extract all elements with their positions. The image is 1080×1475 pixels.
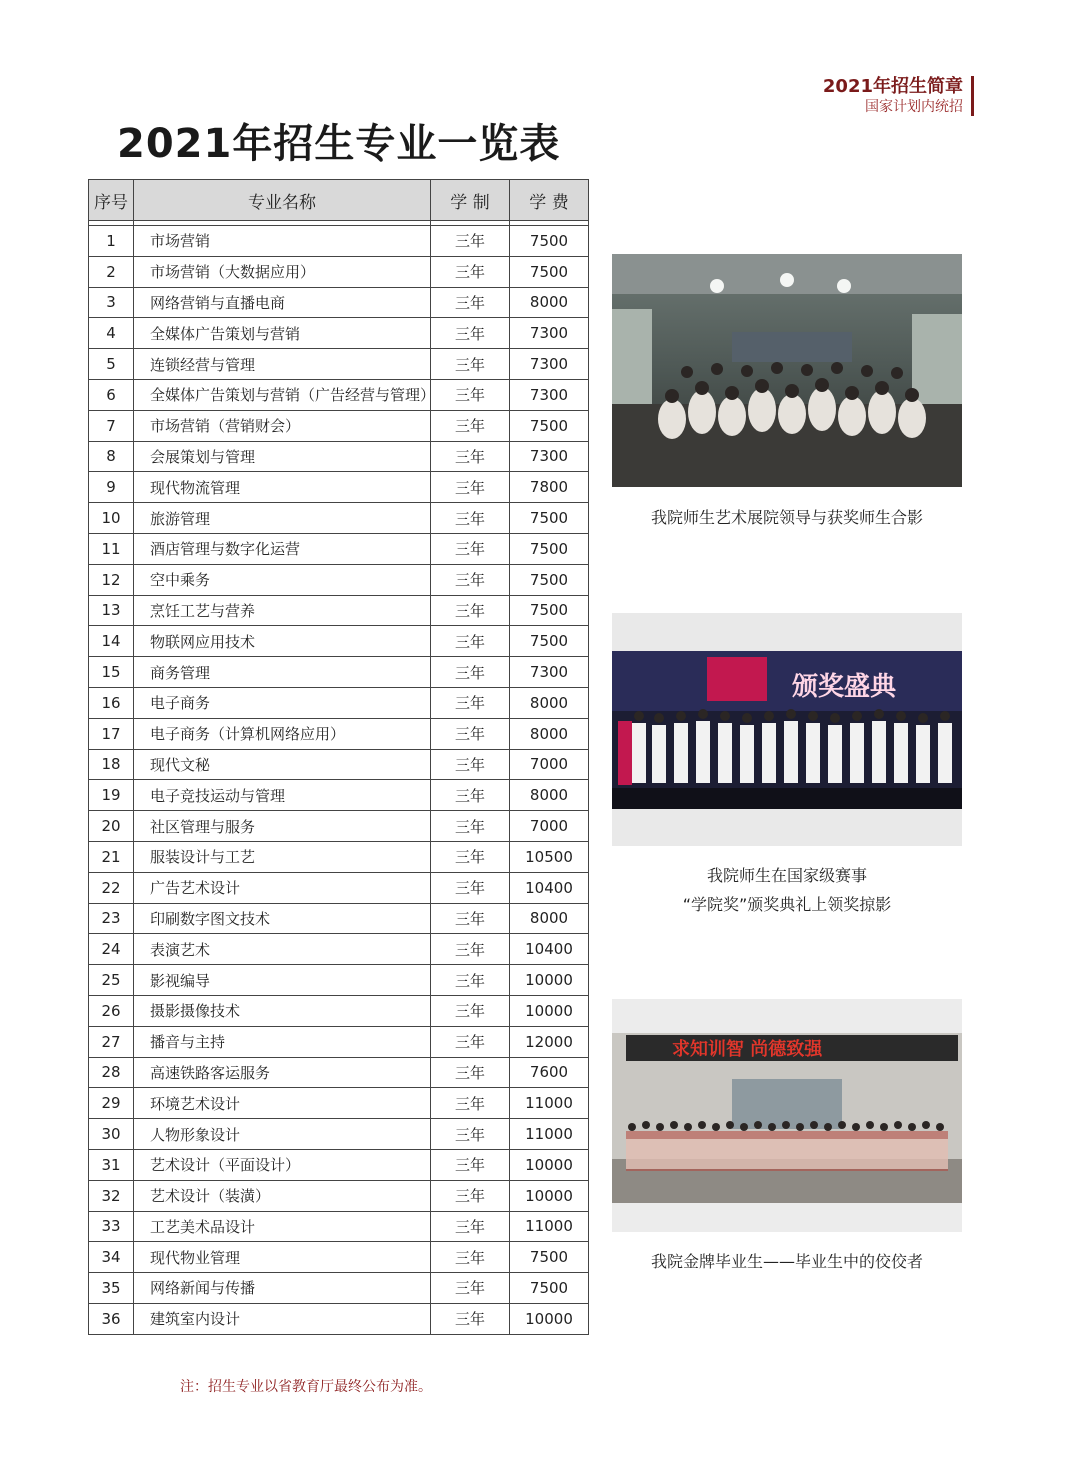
major-name: 社区管理与服务 — [134, 811, 431, 842]
major-name: 市场营销 — [134, 226, 431, 257]
major-name: 现代物业管理 — [134, 1242, 431, 1273]
photo-art-exhibition — [612, 254, 962, 487]
major-name: 旅游管理 — [134, 503, 431, 534]
table-row — [89, 226, 589, 257]
row-number: 4 — [89, 318, 134, 349]
major-name: 广告艺术设计 — [134, 872, 431, 903]
duration: 三年 — [431, 872, 510, 903]
table-row — [89, 934, 589, 965]
major-name: 人物形象设计 — [134, 1119, 431, 1150]
row-number: 15 — [89, 657, 134, 688]
row-number: 33 — [89, 1211, 134, 1242]
caption-line: 我院师生在国家级赛事 — [706, 866, 867, 885]
row-number: 22 — [89, 872, 134, 903]
duration: 三年 — [431, 841, 510, 872]
table-row — [89, 1026, 589, 1057]
row-number: 36 — [89, 1303, 134, 1334]
table-row — [89, 503, 589, 534]
tuition: 10000 — [510, 1303, 589, 1334]
major-name: 高速铁路客运服务 — [134, 1057, 431, 1088]
row-number: 9 — [89, 472, 134, 503]
major-name: 电子竞技运动与管理 — [134, 780, 431, 811]
tuition: 7000 — [510, 749, 589, 780]
duration: 三年 — [431, 780, 510, 811]
stage-banner-text: 颁奖盛典 — [792, 672, 897, 702]
major-name: 商务管理 — [134, 657, 431, 688]
row-number: 6 — [89, 379, 134, 410]
tuition: 7300 — [510, 379, 589, 410]
tuition: 10000 — [510, 1149, 589, 1180]
duration: 三年 — [431, 657, 510, 688]
caption-line: 我院师生艺术展院领导与获奖师生合影 — [650, 508, 923, 527]
major-name: 现代物流管理 — [134, 472, 431, 503]
tuition: 7800 — [510, 472, 589, 503]
brand-subtitle: 国家计划内统招 — [865, 99, 963, 115]
tuition: 7300 — [510, 349, 589, 380]
tuition: 7500 — [510, 1242, 589, 1273]
table-row — [89, 472, 589, 503]
tuition: 8000 — [510, 718, 589, 749]
row-number: 32 — [89, 1180, 134, 1211]
major-name: 影视编导 — [134, 965, 431, 996]
table-row — [89, 1273, 589, 1304]
duration: 三年 — [431, 934, 510, 965]
tuition: 7500 — [510, 256, 589, 287]
tuition: 11000 — [510, 1088, 589, 1119]
table-row — [89, 256, 589, 287]
table-row — [89, 780, 589, 811]
row-number: 21 — [89, 841, 134, 872]
table-row — [89, 1149, 589, 1180]
table-row — [89, 903, 589, 934]
row-number: 10 — [89, 503, 134, 534]
tuition: 7500 — [510, 226, 589, 257]
table-row — [89, 626, 589, 657]
footnote: 注：招生专业以省教育厅最终公布为准。 — [180, 1379, 432, 1395]
photo-caption-2 — [612, 861, 962, 919]
photo-graduates — [612, 999, 962, 1232]
major-name: 印刷数字图文技术 — [134, 903, 431, 934]
row-number: 29 — [89, 1088, 134, 1119]
tuition: 10000 — [510, 995, 589, 1026]
tuition: 10000 — [510, 1180, 589, 1211]
table-row — [89, 379, 589, 410]
tuition: 7500 — [510, 1273, 589, 1304]
row-number: 17 — [89, 718, 134, 749]
major-name: 建筑室内设计 — [134, 1303, 431, 1334]
major-name: 电子商务（计算机网络应用） — [134, 718, 431, 749]
duration: 三年 — [431, 995, 510, 1026]
brand-title: 2021年招生简章 — [822, 76, 963, 97]
major-name: 酒店管理与数字化运营 — [134, 533, 431, 564]
row-number: 13 — [89, 595, 134, 626]
table-row — [89, 1119, 589, 1150]
table-row — [89, 841, 589, 872]
row-number: 28 — [89, 1057, 134, 1088]
duration: 三年 — [431, 287, 510, 318]
duration: 三年 — [431, 1149, 510, 1180]
tuition: 10400 — [510, 934, 589, 965]
duration: 三年 — [431, 256, 510, 287]
duration: 三年 — [431, 441, 510, 472]
table-row — [89, 349, 589, 380]
duration: 三年 — [431, 349, 510, 380]
duration: 三年 — [431, 226, 510, 257]
table-row — [89, 533, 589, 564]
table-row — [89, 995, 589, 1026]
major-name: 连锁经营与管理 — [134, 349, 431, 380]
duration: 三年 — [431, 1119, 510, 1150]
tuition: 7500 — [510, 533, 589, 564]
tuition: 8000 — [510, 780, 589, 811]
row-number: 5 — [89, 349, 134, 380]
table-row — [89, 1303, 589, 1334]
photo-caption-3 — [612, 1247, 962, 1276]
header-duration: 学 制 — [431, 180, 510, 221]
table-row — [89, 410, 589, 441]
major-name: 工艺美术品设计 — [134, 1211, 431, 1242]
tuition: 11000 — [510, 1119, 589, 1150]
table-row — [89, 687, 589, 718]
row-number: 18 — [89, 749, 134, 780]
table-row — [89, 749, 589, 780]
row-number: 2 — [89, 256, 134, 287]
duration: 三年 — [431, 903, 510, 934]
major-name: 电子商务 — [134, 687, 431, 718]
table-row — [89, 1211, 589, 1242]
graduates-group-image — [612, 999, 962, 1232]
duration: 三年 — [431, 626, 510, 657]
table-header-row — [89, 180, 589, 221]
major-name: 艺术设计（装潢） — [134, 1180, 431, 1211]
table-row — [89, 564, 589, 595]
building-slogan: 求知训智 尚德致强 — [672, 1039, 823, 1060]
row-number: 12 — [89, 564, 134, 595]
major-name: 会展策划与管理 — [134, 441, 431, 472]
table-row — [89, 318, 589, 349]
page-title: 2021年招生专业一览表 — [117, 121, 561, 167]
duration: 三年 — [431, 1211, 510, 1242]
tuition: 7500 — [510, 410, 589, 441]
table-row — [89, 287, 589, 318]
major-name: 网络营销与直播电商 — [134, 287, 431, 318]
majors-table — [88, 179, 589, 1335]
row-number: 34 — [89, 1242, 134, 1273]
table-row — [89, 811, 589, 842]
duration: 三年 — [431, 472, 510, 503]
table-body — [89, 221, 589, 1335]
major-name: 全媒体广告策划与营销 — [134, 318, 431, 349]
tuition: 7300 — [510, 318, 589, 349]
duration: 三年 — [431, 1273, 510, 1304]
duration: 三年 — [431, 1026, 510, 1057]
major-name: 全媒体广告策划与营销（广告经营与管理） — [134, 379, 431, 410]
row-number: 30 — [89, 1119, 134, 1150]
tuition: 12000 — [510, 1026, 589, 1057]
duration: 三年 — [431, 965, 510, 996]
row-number: 24 — [89, 934, 134, 965]
header-fee: 学 费 — [510, 180, 589, 221]
major-name: 物联网应用技术 — [134, 626, 431, 657]
duration: 三年 — [431, 379, 510, 410]
duration: 三年 — [431, 533, 510, 564]
table-row — [89, 1242, 589, 1273]
table-row — [89, 1088, 589, 1119]
photo-award-ceremony — [612, 613, 962, 846]
major-name: 现代文秘 — [134, 749, 431, 780]
duration: 三年 — [431, 595, 510, 626]
duration: 三年 — [431, 749, 510, 780]
duration: 三年 — [431, 1303, 510, 1334]
table-row — [89, 1180, 589, 1211]
table-row — [89, 965, 589, 996]
row-number: 25 — [89, 965, 134, 996]
tuition: 7000 — [510, 811, 589, 842]
row-number: 11 — [89, 533, 134, 564]
major-name: 播音与主持 — [134, 1026, 431, 1057]
tuition: 8000 — [510, 287, 589, 318]
major-name: 环境艺术设计 — [134, 1088, 431, 1119]
row-number: 35 — [89, 1273, 134, 1304]
major-name: 市场营销（大数据应用） — [134, 256, 431, 287]
tuition: 7300 — [510, 657, 589, 688]
group-photo-image — [612, 254, 962, 487]
table-row — [89, 595, 589, 626]
row-number: 7 — [89, 410, 134, 441]
tuition: 10400 — [510, 872, 589, 903]
row-number: 19 — [89, 780, 134, 811]
duration: 三年 — [431, 1242, 510, 1273]
header-major: 专业名称 — [134, 180, 431, 221]
row-number: 16 — [89, 687, 134, 718]
row-number: 3 — [89, 287, 134, 318]
major-name: 摄影摄像技术 — [134, 995, 431, 1026]
major-name: 网络新闻与传播 — [134, 1273, 431, 1304]
tuition: 8000 — [510, 903, 589, 934]
tuition: 7600 — [510, 1057, 589, 1088]
tuition: 8000 — [510, 687, 589, 718]
row-number: 14 — [89, 626, 134, 657]
duration: 三年 — [431, 503, 510, 534]
row-number: 23 — [89, 903, 134, 934]
caption-line: “学院奖”颁奖典礼上领奖掠影 — [682, 895, 892, 914]
row-number: 27 — [89, 1026, 134, 1057]
caption-line: 我院金牌毕业生——毕业生中的佼佼者 — [650, 1252, 923, 1271]
major-name: 艺术设计（平面设计） — [134, 1149, 431, 1180]
table-row — [89, 1057, 589, 1088]
duration: 三年 — [431, 410, 510, 441]
duration: 三年 — [431, 1180, 510, 1211]
major-name: 市场营销（营销财会） — [134, 410, 431, 441]
tuition: 10500 — [510, 841, 589, 872]
brand-block — [823, 76, 974, 116]
major-name: 烹饪工艺与营养 — [134, 595, 431, 626]
tuition: 7500 — [510, 503, 589, 534]
row-number: 1 — [89, 226, 134, 257]
table-row — [89, 872, 589, 903]
tuition: 7500 — [510, 626, 589, 657]
tuition: 11000 — [510, 1211, 589, 1242]
tuition: 10000 — [510, 965, 589, 996]
tuition: 7500 — [510, 564, 589, 595]
duration: 三年 — [431, 1088, 510, 1119]
row-number: 26 — [89, 995, 134, 1026]
header-no: 序号 — [89, 180, 134, 221]
duration: 三年 — [431, 1057, 510, 1088]
tuition: 7500 — [510, 595, 589, 626]
row-number: 31 — [89, 1149, 134, 1180]
duration: 三年 — [431, 687, 510, 718]
photo-caption-1 — [612, 503, 962, 532]
table-row — [89, 718, 589, 749]
duration: 三年 — [431, 811, 510, 842]
row-number: 8 — [89, 441, 134, 472]
row-number: 20 — [89, 811, 134, 842]
major-name: 服装设计与工艺 — [134, 841, 431, 872]
duration: 三年 — [431, 564, 510, 595]
duration: 三年 — [431, 718, 510, 749]
major-name: 表演艺术 — [134, 934, 431, 965]
major-name: 空中乘务 — [134, 564, 431, 595]
award-stage-image — [612, 613, 962, 846]
duration: 三年 — [431, 318, 510, 349]
table-row — [89, 657, 589, 688]
tuition: 7300 — [510, 441, 589, 472]
table-row — [89, 441, 589, 472]
